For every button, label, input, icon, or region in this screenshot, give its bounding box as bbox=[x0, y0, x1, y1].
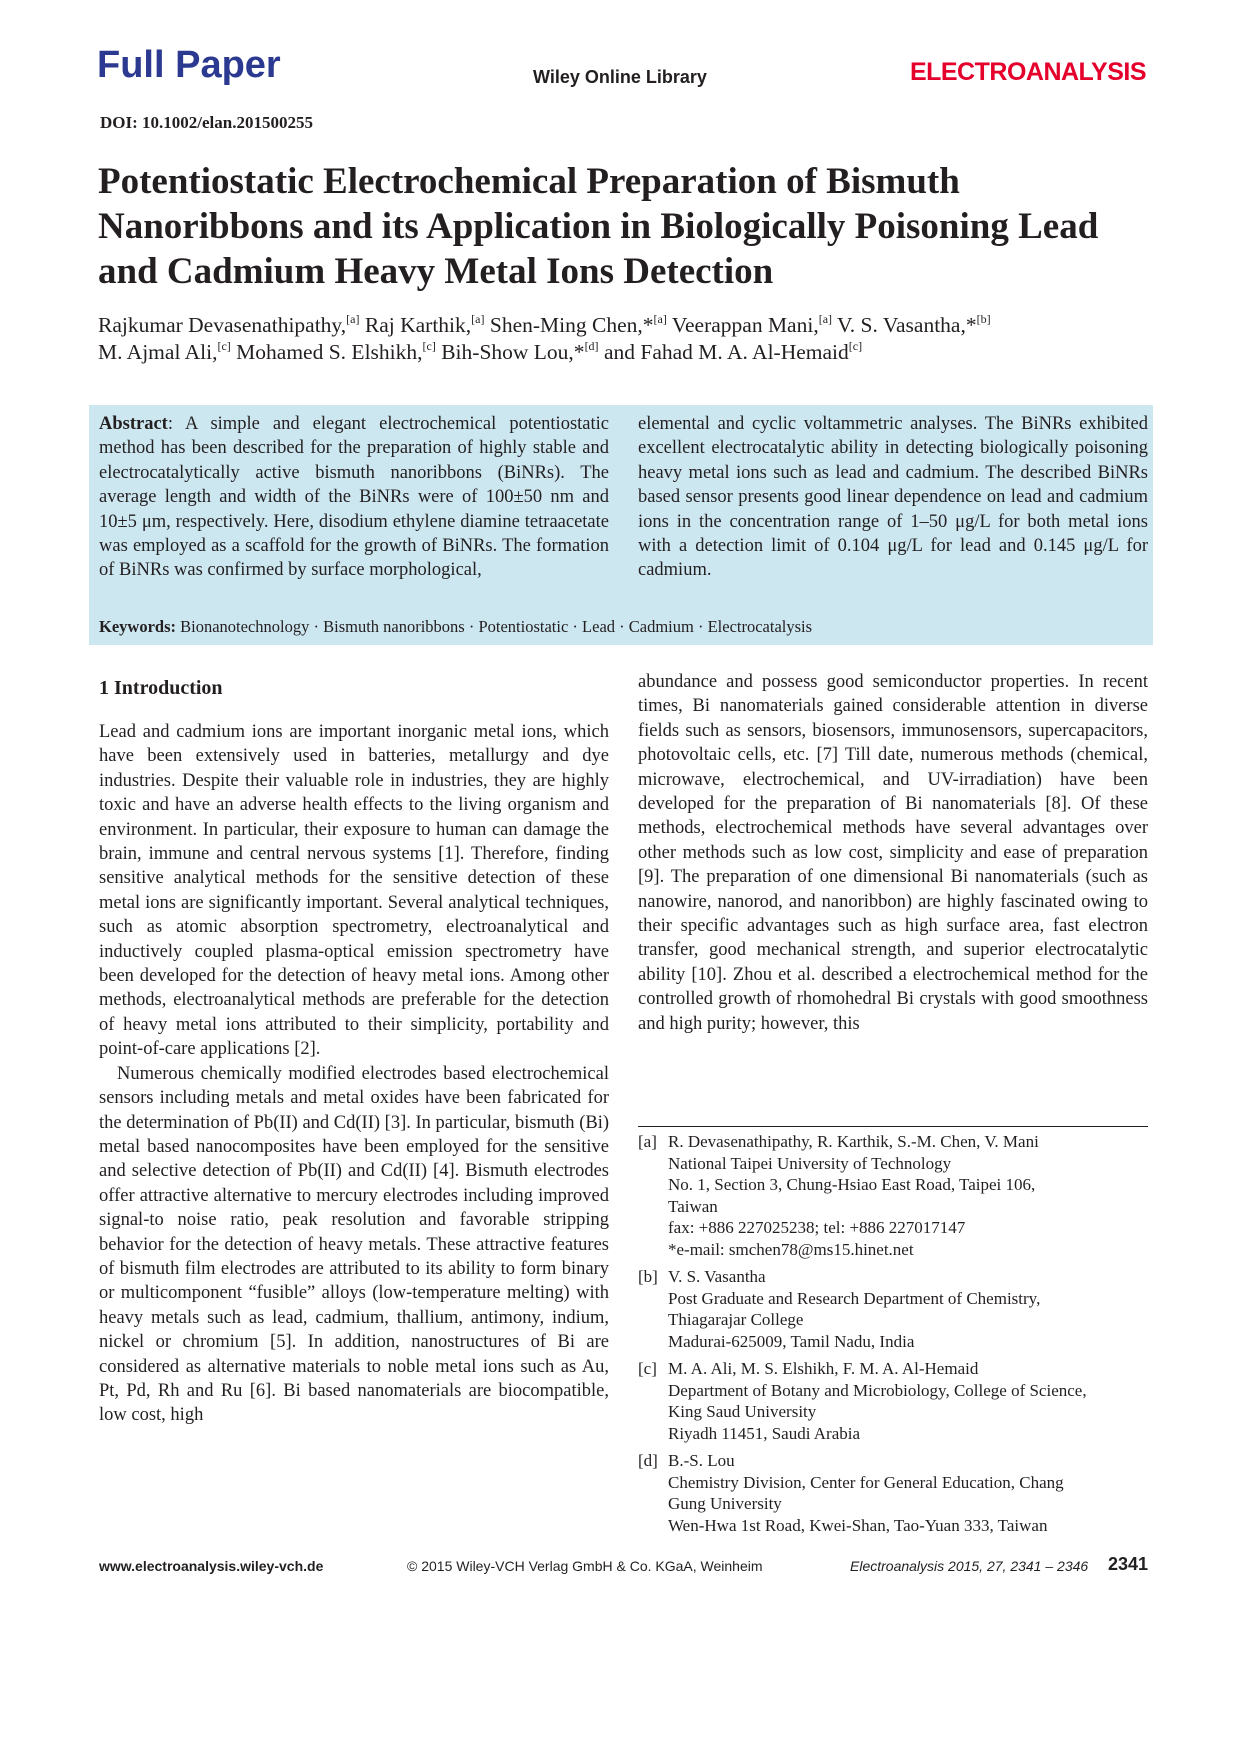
author: M. Ajmal Ali,[c] bbox=[98, 339, 231, 364]
affiliation-line: Gung University bbox=[668, 1494, 782, 1513]
affiliation-line: Madurai-625009, Tamil Nadu, India bbox=[668, 1331, 915, 1351]
author: Veerappan Mani,[a] bbox=[671, 312, 833, 337]
affiliation-line: Chemistry Division, Center for General Education, Chang bbox=[668, 1472, 1064, 1492]
journal-url[interactable]: www.electroanalysis.wiley-vch.de bbox=[99, 1558, 324, 1574]
author: Shen-Ming Chen,*[a] bbox=[489, 312, 667, 337]
body-column-right bbox=[638, 670, 1148, 1036]
affiliation-line: V. S. Vasantha bbox=[668, 1267, 766, 1286]
journal-logo: ELECTROANALYSIS bbox=[909, 58, 1146, 86]
affiliation-line: National Taipei University of Technology bbox=[668, 1153, 952, 1173]
keywords bbox=[99, 617, 1149, 637]
citation: Electroanalysis 2015, 27, 2341 – 2346 bbox=[850, 1558, 1089, 1574]
author: Raj Karthik,[a] bbox=[364, 312, 485, 337]
author-list bbox=[98, 312, 1158, 366]
affiliation-line: B.-S. Lou bbox=[668, 1451, 735, 1470]
author: Rajkumar Devasenathipathy,[a] bbox=[98, 312, 360, 337]
affiliation-tag: [d] bbox=[638, 1451, 658, 1470]
abstract-column-1 bbox=[99, 412, 609, 583]
affiliation-tag: [a] bbox=[638, 1132, 657, 1151]
section-heading: 1 Introduction bbox=[99, 677, 223, 699]
abstract-label: Abstract bbox=[99, 414, 168, 434]
library-label[interactable]: Wiley Online Library bbox=[533, 67, 707, 87]
affiliation-line: R. Devasenathipathy, R. Karthik, S.-M. Chen, V. Mani bbox=[668, 1132, 1039, 1151]
affiliation-line: M. A. Ali, M. S. Elshikh, F. M. A. Al-Hemaid bbox=[668, 1359, 979, 1378]
author: V. S. Vasantha,*[b] bbox=[837, 312, 991, 337]
abstract-column-2: elemental and cyclic voltammetric analyses. The BiNRs exhibited excellent electrocatalytic ability in detecting biologically poisoning heavy metal ions such as lead and cadmium. The described BiNRs based sensor presents good linear dependence on lead and cadmium ions in the concentration range of 1–50 μg/L for both metal ions with a detection limit of 0.104 μg/L for lead and 0.145 μg/L for cadmium. bbox=[638, 414, 1148, 581]
affiliation-line: Taiwan bbox=[668, 1196, 718, 1216]
affiliation-line: King Saud University bbox=[668, 1402, 817, 1421]
author: Bih-Show Lou,*[d] bbox=[441, 339, 599, 364]
doi[interactable]: DOI: 10.1002/elan.201500255 bbox=[100, 113, 313, 132]
affiliation-line: Department of Botany and Microbiology, College of Science, bbox=[668, 1380, 1087, 1400]
page-number: 2341 bbox=[1107, 1554, 1148, 1574]
footnote-divider bbox=[638, 1126, 1148, 1127]
affiliation-c bbox=[638, 1358, 1153, 1444]
affiliation-line: fax: +886 227025238; tel: +886 227017147 bbox=[668, 1218, 966, 1237]
author: Mohamed S. Elshikh,[c] bbox=[236, 339, 436, 364]
paper-title: Potentiostatic Electrochemical Preparation of Bismuth Nanoribbons and its Application in Biologically Poisoning Lead and Cadmium Heavy Metal Ions Detection bbox=[98, 161, 1099, 292]
affiliation-tag: [c] bbox=[638, 1359, 657, 1378]
body-column-left bbox=[99, 720, 609, 1428]
paragraph: abundance and possess good semiconductor properties. In recent times, Bi nanomaterials gained considerable attention in diverse fields such as sensors, biosensors, immunosensors, supercapacitors, photovoltaic cells, etc. [7] Till date, numerous methods (chemical, microwave, electrochemical, and UV-irradiation) have been developed for the preparation of Bi nanomaterials [8]. Of these methods, electrochemical methods have several advantages over other methods such as low cost, simplicity and ease of preparation [9]. The preparation of one dimensional Bi nanomaterials (such as nanowire, nanorod, and nanoribbon) are highly fascinated owing to their specific advantages such as high surface area, fast electron transfer, good mechanical strength, and superior electrocatalytic ability [10]. Zhou et al. described a electrochemical method for the controlled growth of rhomohedral Bi crystals with good smoothness and high purity; however, this bbox=[638, 672, 1148, 1034]
affiliation-d bbox=[638, 1450, 1153, 1536]
affiliation-a bbox=[638, 1131, 1153, 1260]
abstract-text-1: : A simple and elegant electrochemical potentiostatic method has been described for the preparation of highly stable and electrocatalytically active bismuth nanoribbons (BiNRs). The average length and width of the BiNRs were of 100±50 nm and 10±5 μm, respectively. Here, disodium ethylene diamine tetraacetate was employed as a scaffold for the growth of BiNRs. The formation of BiNRs was confirmed by surface morphological, bbox=[99, 414, 609, 581]
keywords-text: Bionanotechnology · Bismuth nanoribbons · Potentiostatic · Lead · Cadmium · Electrocatalysis bbox=[180, 617, 813, 636]
affiliation-line: Post Graduate and Research Department of Chemistry, bbox=[668, 1288, 1041, 1308]
paragraph: Lead and cadmium ions are important inorganic metal ions, which have been extensively used in batteries, metallurgy and dye industries. Despite their valuable role in industries, they are highly toxic and have an adverse health effects to the living organism and environment. In particular, their exposure to human can damage the brain, immune and central nervous systems [1]. Therefore, finding sensitive analytical methods for the sensitive detection of these metal ions are significantly important. Several analytical techniques, such as atomic absorption spectrometry, electroanalytical and inductively coupled plasma-optical emission spectrometry have been developed for the detection of heavy metal ions. Among other methods, electroanalytical methods are preferable for the detection of heavy metal ions attributed to their simplicity, portability and point-of-care applications [2]. bbox=[99, 722, 609, 1060]
affiliation-line: No. 1, Section 3, Chung-Hsiao East Road, Taipei 106, bbox=[668, 1175, 1036, 1194]
keywords-label: Keywords: bbox=[99, 617, 176, 636]
affiliation-line: Wen-Hwa 1st Road, Kwei-Shan, Tao-Yuan 333, Taiwan bbox=[668, 1515, 1048, 1535]
email-link[interactable]: *e-mail: smchen78@ms15.hinet.net bbox=[668, 1239, 914, 1259]
author: and Fahad M. A. Al-Hemaid[c] bbox=[603, 339, 863, 364]
affiliation-tag: [b] bbox=[638, 1267, 658, 1286]
affiliation-line: Riyadh 11451, Saudi Arabia bbox=[668, 1423, 861, 1443]
affiliation-line: Thiagarajar College bbox=[668, 1310, 804, 1329]
affiliation-b bbox=[638, 1266, 1153, 1352]
copyright: © 2015 Wiley-VCH Verlag GmbH & Co. KGaA, Weinheim bbox=[407, 1558, 763, 1574]
section-label: Full Paper bbox=[97, 44, 281, 86]
paragraph: Numerous chemically modified electrodes based electrochemical sensors including metals and metal oxides have been fabricated for the determination of Pb(II) and Cd(II) [3]. In particular, bismuth (Bi) metal based nanocomposites have been employed for the sensitive and selective detection of Pb(II) and Cd(II) [4]. Bismuth electrodes offer attractive alternative to mercury electrodes including improved signal-to noise ratio, peak resolution and favorable stripping behavior for the detection of heavy metals. These attractive features of bismuth film electrodes are attributed to its ability to form binary or multicomponent “fusible” alloys (low-temperature melting) with heavy metals such as lead, cadmium, thallium, antimony, indium, nickel or chromium [5]. In addition, nanostructures of Bi are considered as alternative materials to noble metal ions such as Au, Pt, Pd, Rh and Ru [6]. Bi based nanomaterials are biocompatible, low cost, high bbox=[99, 1063, 609, 1426]
